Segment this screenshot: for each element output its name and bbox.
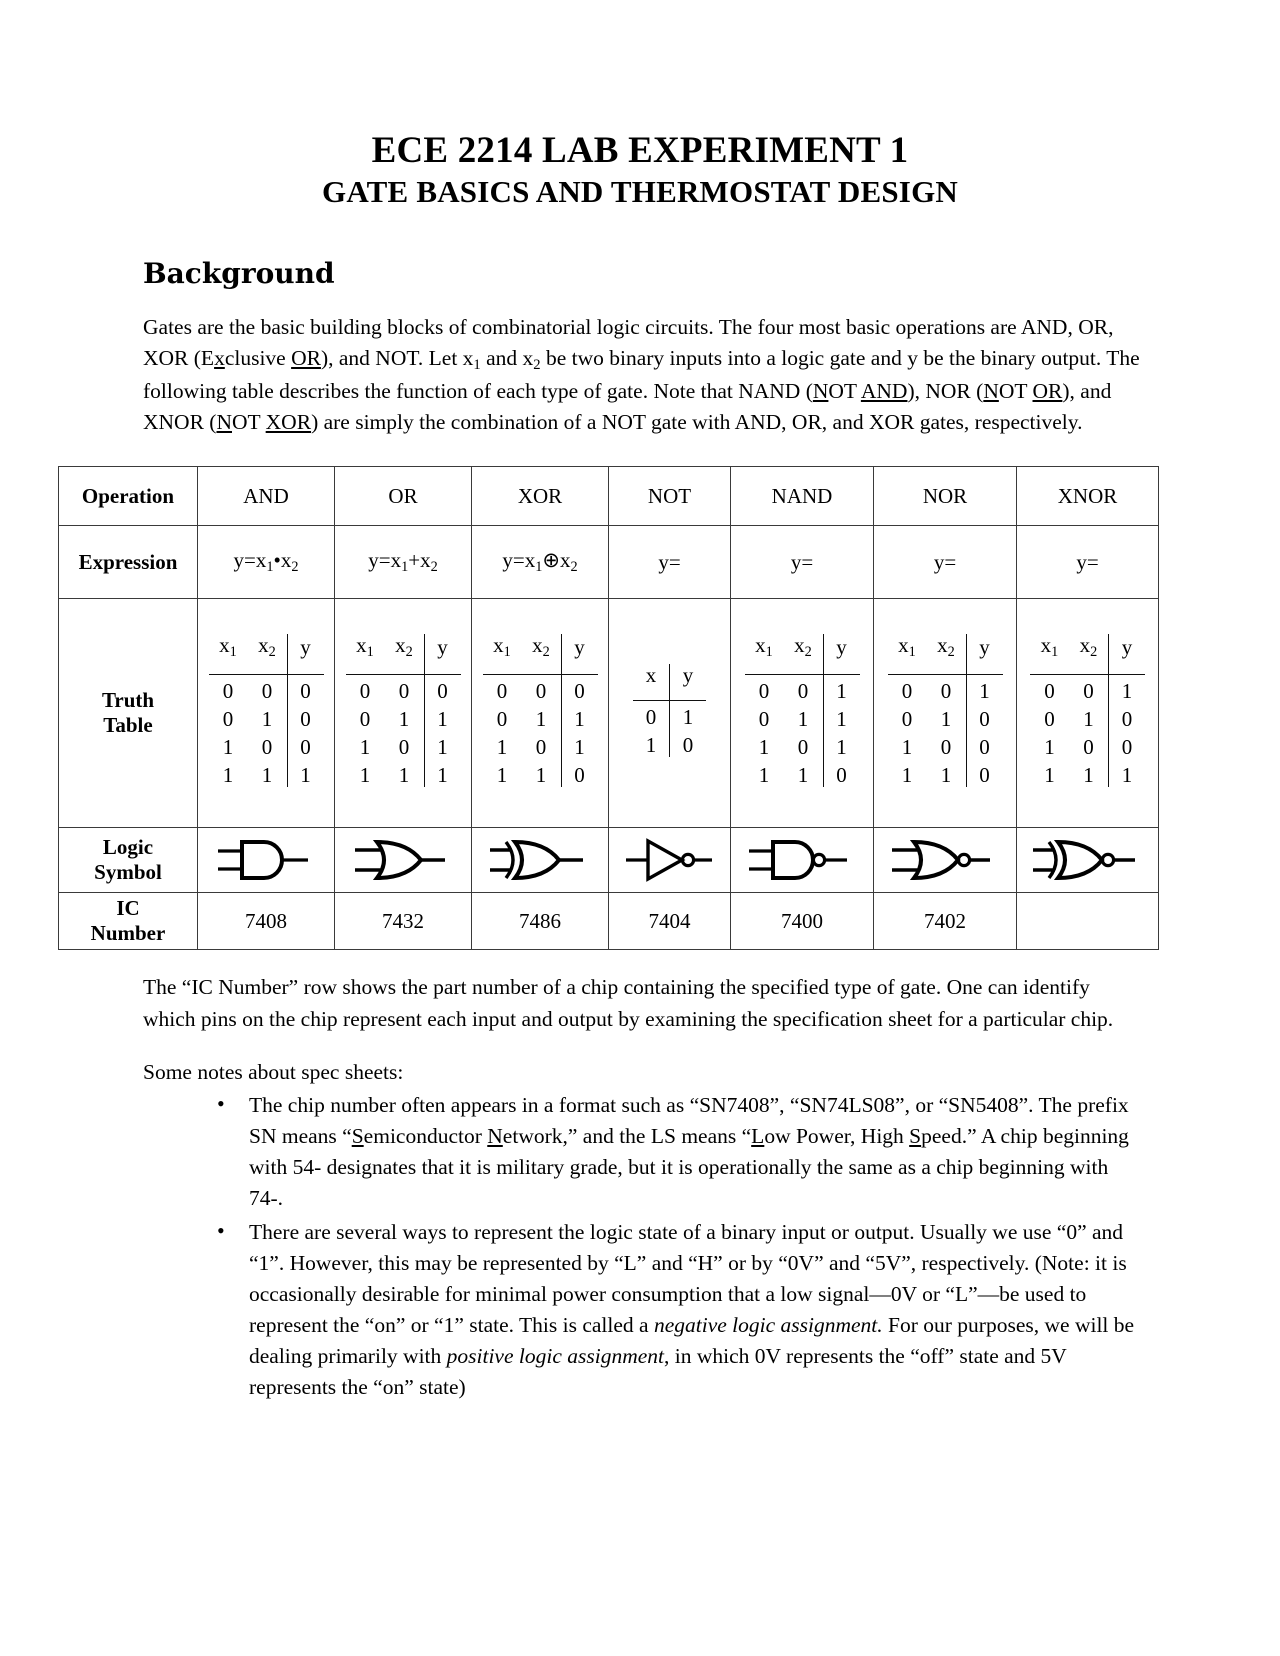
truth-cell: 0 bbox=[424, 675, 461, 703]
xor-gate-icon bbox=[484, 833, 596, 887]
truth-header-x1: $x_1$ bbox=[493, 633, 511, 661]
truth-cell: 0 bbox=[496, 678, 508, 703]
cell-operation-nand: NAND bbox=[731, 467, 874, 526]
truth-cell: 1 bbox=[496, 734, 508, 759]
truth-cell: 1 bbox=[1083, 762, 1094, 787]
truth-cell: 0 bbox=[359, 706, 371, 731]
truth-cell: 1 bbox=[797, 762, 809, 787]
truth-cell: 0 bbox=[901, 706, 913, 731]
cell-operation-not: NOT bbox=[609, 467, 731, 526]
truth-header-y: y bbox=[287, 634, 324, 674]
truth-cell: 0 bbox=[261, 734, 273, 759]
truth-cell: 1 bbox=[758, 734, 770, 759]
truth-cell: 1 bbox=[561, 703, 598, 731]
truth-cell: 1 bbox=[535, 762, 547, 787]
truth-table bbox=[633, 664, 706, 757]
truth-cell: 0 bbox=[645, 704, 657, 729]
truth-table-header-row bbox=[209, 634, 324, 674]
truth-cell: 0 bbox=[398, 678, 410, 703]
cell-expression-not: y= bbox=[609, 526, 731, 599]
truth-cell: 0 bbox=[1083, 734, 1094, 759]
cell-symbol-and bbox=[198, 828, 335, 893]
cell-truth-nand bbox=[731, 599, 874, 828]
truth-cell: 0 bbox=[561, 675, 598, 703]
truth-cell: 0 bbox=[940, 678, 952, 703]
cell-truth-nor bbox=[874, 599, 1017, 828]
truth-header-x1: $x_1$ bbox=[1040, 633, 1059, 661]
truth-cell: 1 bbox=[261, 762, 273, 787]
truth-cell: 1 bbox=[424, 759, 461, 787]
truth-header-x2: $x_2$ bbox=[395, 633, 413, 661]
nand-gate-icon bbox=[743, 833, 861, 887]
truth-cell: 0 bbox=[797, 678, 809, 703]
truth-cell: 1 bbox=[1044, 734, 1055, 759]
cell-operation-and: AND bbox=[198, 467, 335, 526]
cell-truth-and bbox=[198, 599, 335, 828]
truth-cell: 0 bbox=[261, 678, 273, 703]
truth-cell: 1 bbox=[1083, 706, 1094, 731]
truth-table-row bbox=[1030, 731, 1145, 759]
truth-table-header-row bbox=[633, 664, 706, 701]
truth-table-row bbox=[633, 729, 706, 757]
truth-table-header-row bbox=[1030, 634, 1145, 674]
truth-cell: 0 bbox=[1044, 678, 1055, 703]
truth-table bbox=[1030, 634, 1145, 786]
truth-cell: 1 bbox=[496, 762, 508, 787]
list-item bbox=[217, 1217, 1140, 1404]
document-title-line2: GATE BASICS AND THERMOSTAT DESIGN bbox=[322, 174, 958, 210]
truth-header-x1: $x_1$ bbox=[356, 633, 374, 661]
truth-header-x2: $x_2$ bbox=[937, 633, 955, 661]
cell-symbol-nand bbox=[731, 828, 874, 893]
truth-cell: 1 bbox=[424, 731, 461, 759]
body-wrapper-lower bbox=[0, 972, 1280, 1403]
truth-cell: 0 bbox=[222, 706, 234, 731]
truth-cell: 1 bbox=[823, 675, 860, 703]
truth-cell: 0 bbox=[496, 706, 508, 731]
truth-cell: 1 bbox=[359, 734, 371, 759]
truth-table-row bbox=[209, 759, 324, 787]
truth-header-x: x bbox=[645, 662, 657, 687]
cell-truth-xor bbox=[472, 599, 609, 828]
intro-paragraph: Gates are the basic building blocks of combinatorial logic circuits. The four most basic operations are AND, OR, XOR (Exclusive OR), and NOT. Let $x_1$ and $x_2$ be two binary inputs into a logic gate and y be the binary output. The following table describes the function of each type of gate. Note that NAND (NOT AND), NOR (NOT OR), and XNOR (NOT XOR) are simply the combination of a NOT gate with AND, OR, and XOR gates, respectively. bbox=[143, 314, 1140, 435]
truth-cell: 1 bbox=[797, 706, 809, 731]
truth-cell: 0 bbox=[901, 678, 913, 703]
cell-expression-xnor: y= bbox=[1017, 526, 1159, 599]
cell-operation-nor: NOR bbox=[874, 467, 1017, 526]
truth-cell: 1 bbox=[1109, 675, 1146, 703]
truth-cell: 1 bbox=[1109, 759, 1146, 787]
truth-table-row bbox=[1030, 675, 1145, 703]
truth-cell: 0 bbox=[758, 706, 770, 731]
truth-cell: 1 bbox=[398, 706, 410, 731]
truth-cell: 0 bbox=[966, 731, 1003, 759]
cell-operation-xnor: XNOR bbox=[1017, 467, 1159, 526]
table-row-truth-table bbox=[59, 599, 1159, 828]
truth-cell: 1 bbox=[222, 762, 234, 787]
truth-table-row bbox=[888, 759, 1003, 787]
truth-header-y: y bbox=[670, 664, 707, 701]
truth-table bbox=[888, 634, 1003, 786]
cell-truth-not bbox=[609, 599, 731, 828]
xnor-gate-icon bbox=[1029, 833, 1147, 887]
truth-header-y: y bbox=[424, 634, 461, 674]
truth-table-row bbox=[888, 703, 1003, 731]
truth-table-row bbox=[346, 731, 461, 759]
truth-cell: 0 bbox=[940, 734, 952, 759]
or-gate-icon bbox=[347, 833, 459, 887]
truth-cell: 0 bbox=[398, 734, 410, 759]
truth-cell: 1 bbox=[940, 706, 952, 731]
truth-cell: 0 bbox=[1044, 706, 1055, 731]
truth-cell: 1 bbox=[645, 732, 657, 757]
truth-cell: 0 bbox=[797, 734, 809, 759]
truth-cell: 0 bbox=[359, 678, 371, 703]
list-item bbox=[217, 1090, 1140, 1215]
cell-ic-or: 7432 bbox=[335, 893, 472, 950]
bullet-marker: • bbox=[217, 1090, 225, 1116]
truth-table bbox=[483, 634, 598, 786]
truth-table-row bbox=[346, 703, 461, 731]
truth-header-y: y bbox=[966, 634, 1003, 674]
cell-expression-nand: y= bbox=[731, 526, 874, 599]
title-block bbox=[0, 0, 1280, 211]
cell-ic-xnor bbox=[1017, 893, 1159, 950]
cell-ic-xor: 7486 bbox=[472, 893, 609, 950]
truth-header-x1: $x_1$ bbox=[755, 633, 773, 661]
truth-cell: 1 bbox=[901, 734, 913, 759]
cell-expression-nor: y= bbox=[874, 526, 1017, 599]
truth-cell: 1 bbox=[670, 701, 707, 729]
truth-cell: 1 bbox=[940, 762, 952, 787]
truth-cell: 1 bbox=[823, 703, 860, 731]
truth-cell: 1 bbox=[1044, 762, 1055, 787]
truth-table-row bbox=[209, 731, 324, 759]
truth-table-header-row bbox=[483, 634, 598, 674]
truth-table-row bbox=[745, 675, 860, 703]
truth-cell: 1 bbox=[359, 762, 371, 787]
truth-table-row bbox=[745, 703, 860, 731]
truth-table bbox=[346, 634, 461, 786]
cell-ic-not: 7404 bbox=[609, 893, 731, 950]
row-label-ic-number: IC Number bbox=[59, 893, 198, 950]
table-row-logic-symbol bbox=[59, 828, 1159, 893]
truth-cell: 0 bbox=[758, 678, 770, 703]
cell-truth-or bbox=[335, 599, 472, 828]
truth-cell: 0 bbox=[966, 759, 1003, 787]
truth-table-header-row bbox=[346, 634, 461, 674]
truth-cell: 0 bbox=[287, 703, 324, 731]
truth-header-y: y bbox=[561, 634, 598, 674]
truth-table-row bbox=[483, 731, 598, 759]
truth-table-row bbox=[483, 759, 598, 787]
truth-cell: 1 bbox=[535, 706, 547, 731]
truth-table-row bbox=[888, 731, 1003, 759]
truth-cell: 0 bbox=[966, 703, 1003, 731]
truth-table-row bbox=[633, 701, 706, 729]
row-label-logic-symbol: Logic Symbol bbox=[59, 828, 198, 893]
row-label-operation: Operation bbox=[59, 467, 198, 526]
cell-ic-and: 7408 bbox=[198, 893, 335, 950]
truth-cell: 1 bbox=[261, 706, 273, 731]
truth-cell: 1 bbox=[424, 703, 461, 731]
truth-header-x1: $x_1$ bbox=[898, 633, 916, 661]
truth-cell: 0 bbox=[1083, 678, 1094, 703]
truth-table-row bbox=[888, 675, 1003, 703]
spec-sheet-notes-list bbox=[143, 1090, 1140, 1404]
truth-table-row bbox=[745, 731, 860, 759]
truth-table-row bbox=[1030, 703, 1145, 731]
truth-cell: 1 bbox=[823, 731, 860, 759]
truth-table-header-row bbox=[888, 634, 1003, 674]
gate-reference-table bbox=[58, 466, 1159, 950]
cell-expression-or: $y=x_1+x_2$ bbox=[335, 526, 472, 599]
truth-cell: 1 bbox=[222, 734, 234, 759]
truth-cell: 1 bbox=[561, 731, 598, 759]
and-gate-icon bbox=[210, 833, 322, 887]
truth-table bbox=[745, 634, 860, 786]
truth-header-x2: $x_2$ bbox=[532, 633, 550, 661]
truth-cell: 1 bbox=[966, 675, 1003, 703]
truth-cell: 0 bbox=[287, 675, 324, 703]
cell-operation-or: OR bbox=[335, 467, 472, 526]
truth-cell: 0 bbox=[535, 734, 547, 759]
cell-ic-nand: 7400 bbox=[731, 893, 874, 950]
truth-table-row bbox=[346, 675, 461, 703]
truth-cell: 0 bbox=[1109, 731, 1146, 759]
list-item-text: The chip number often appears in a format such as “SN7408”, “SN74LS08”, or “SN5408”. The prefix SN means “Semiconductor Network,” and the LS means “Low Power, High Speed.” A chip beginning with 54- designates that it is military grade, but it is operationally the same as a chip beginning with 74-. bbox=[249, 1092, 1129, 1211]
truth-header-y: y bbox=[823, 634, 860, 674]
truth-table-row bbox=[1030, 759, 1145, 787]
truth-table-row bbox=[346, 759, 461, 787]
document-title-line1: ECE 2214 LAB EXPERIMENT 1 bbox=[371, 130, 909, 171]
table-row-ic-number bbox=[59, 893, 1159, 950]
truth-table-row bbox=[483, 703, 598, 731]
table-row-operation bbox=[59, 467, 1159, 526]
after-table-paragraph: The “IC Number” row shows the part number of a chip containing the specified type of gate. One can identify which pins on the chip represent each input and output by examining the specification sheet for a particular chip. bbox=[143, 975, 1114, 1031]
cell-symbol-not bbox=[609, 828, 731, 893]
truth-cell: 1 bbox=[901, 762, 913, 787]
truth-cell: 0 bbox=[222, 678, 234, 703]
cell-symbol-xnor bbox=[1017, 828, 1159, 893]
cell-expression-and: $y=x_1•x_2$ bbox=[198, 526, 335, 599]
row-label-expression: Expression bbox=[59, 526, 198, 599]
truth-header-y: y bbox=[1109, 634, 1146, 674]
truth-table-row bbox=[745, 759, 860, 787]
cell-symbol-nor bbox=[874, 828, 1017, 893]
not-gate-icon bbox=[618, 833, 722, 887]
truth-table-header-row bbox=[745, 634, 860, 674]
body-wrapper bbox=[0, 257, 1280, 439]
truth-table-row bbox=[483, 675, 598, 703]
truth-cell: 1 bbox=[287, 759, 324, 787]
truth-table-row bbox=[209, 675, 324, 703]
cell-ic-nor: 7402 bbox=[874, 893, 1017, 950]
truth-cell: 0 bbox=[535, 678, 547, 703]
truth-header-x2: $x_2$ bbox=[258, 633, 276, 661]
truth-header-x2: $x_2$ bbox=[794, 633, 812, 661]
truth-cell: 0 bbox=[561, 759, 598, 787]
notes-lead-paragraph: Some notes about spec sheets: bbox=[143, 1059, 404, 1084]
truth-header-x2: $x_2$ bbox=[1079, 633, 1098, 661]
list-item-text: There are several ways to represent the logic state of a binary input or output. Usually we use “0” and “1”. However, this may be represented by “L” and “H” or by “0V” and “5V”, respectively. (Note: it is occasionally desirable for minimal power consumption that a low signal—0V or “L”—be used to represent the “on” or “1” state. This is called a negative logic assignment. For our purposes, we will be dealing primarily with positive logic assignment, in which 0V represents the “off” state and 5V represents the “on” state) bbox=[249, 1219, 1135, 1400]
truth-header-x1: $x_1$ bbox=[219, 633, 237, 661]
bullet-marker: • bbox=[217, 1217, 225, 1243]
truth-cell: 0 bbox=[823, 759, 860, 787]
cell-symbol-or bbox=[335, 828, 472, 893]
table-row-expression bbox=[59, 526, 1159, 599]
section-heading-background: Background bbox=[143, 256, 335, 290]
row-label-truth-table: Truth Table bbox=[59, 599, 198, 828]
cell-expression-xor: $y=x_1\oplus x_2$ bbox=[472, 526, 609, 599]
truth-cell: 0 bbox=[287, 731, 324, 759]
cell-truth-xnor bbox=[1017, 599, 1159, 828]
cell-symbol-xor bbox=[472, 828, 609, 893]
truth-cell: 1 bbox=[758, 762, 770, 787]
cell-operation-xor: XOR bbox=[472, 467, 609, 526]
truth-cell: 0 bbox=[670, 729, 707, 757]
nor-gate-icon bbox=[886, 833, 1004, 887]
truth-table-row bbox=[209, 703, 324, 731]
truth-cell: 0 bbox=[1109, 703, 1146, 731]
truth-table bbox=[209, 634, 324, 786]
truth-cell: 1 bbox=[398, 762, 410, 787]
